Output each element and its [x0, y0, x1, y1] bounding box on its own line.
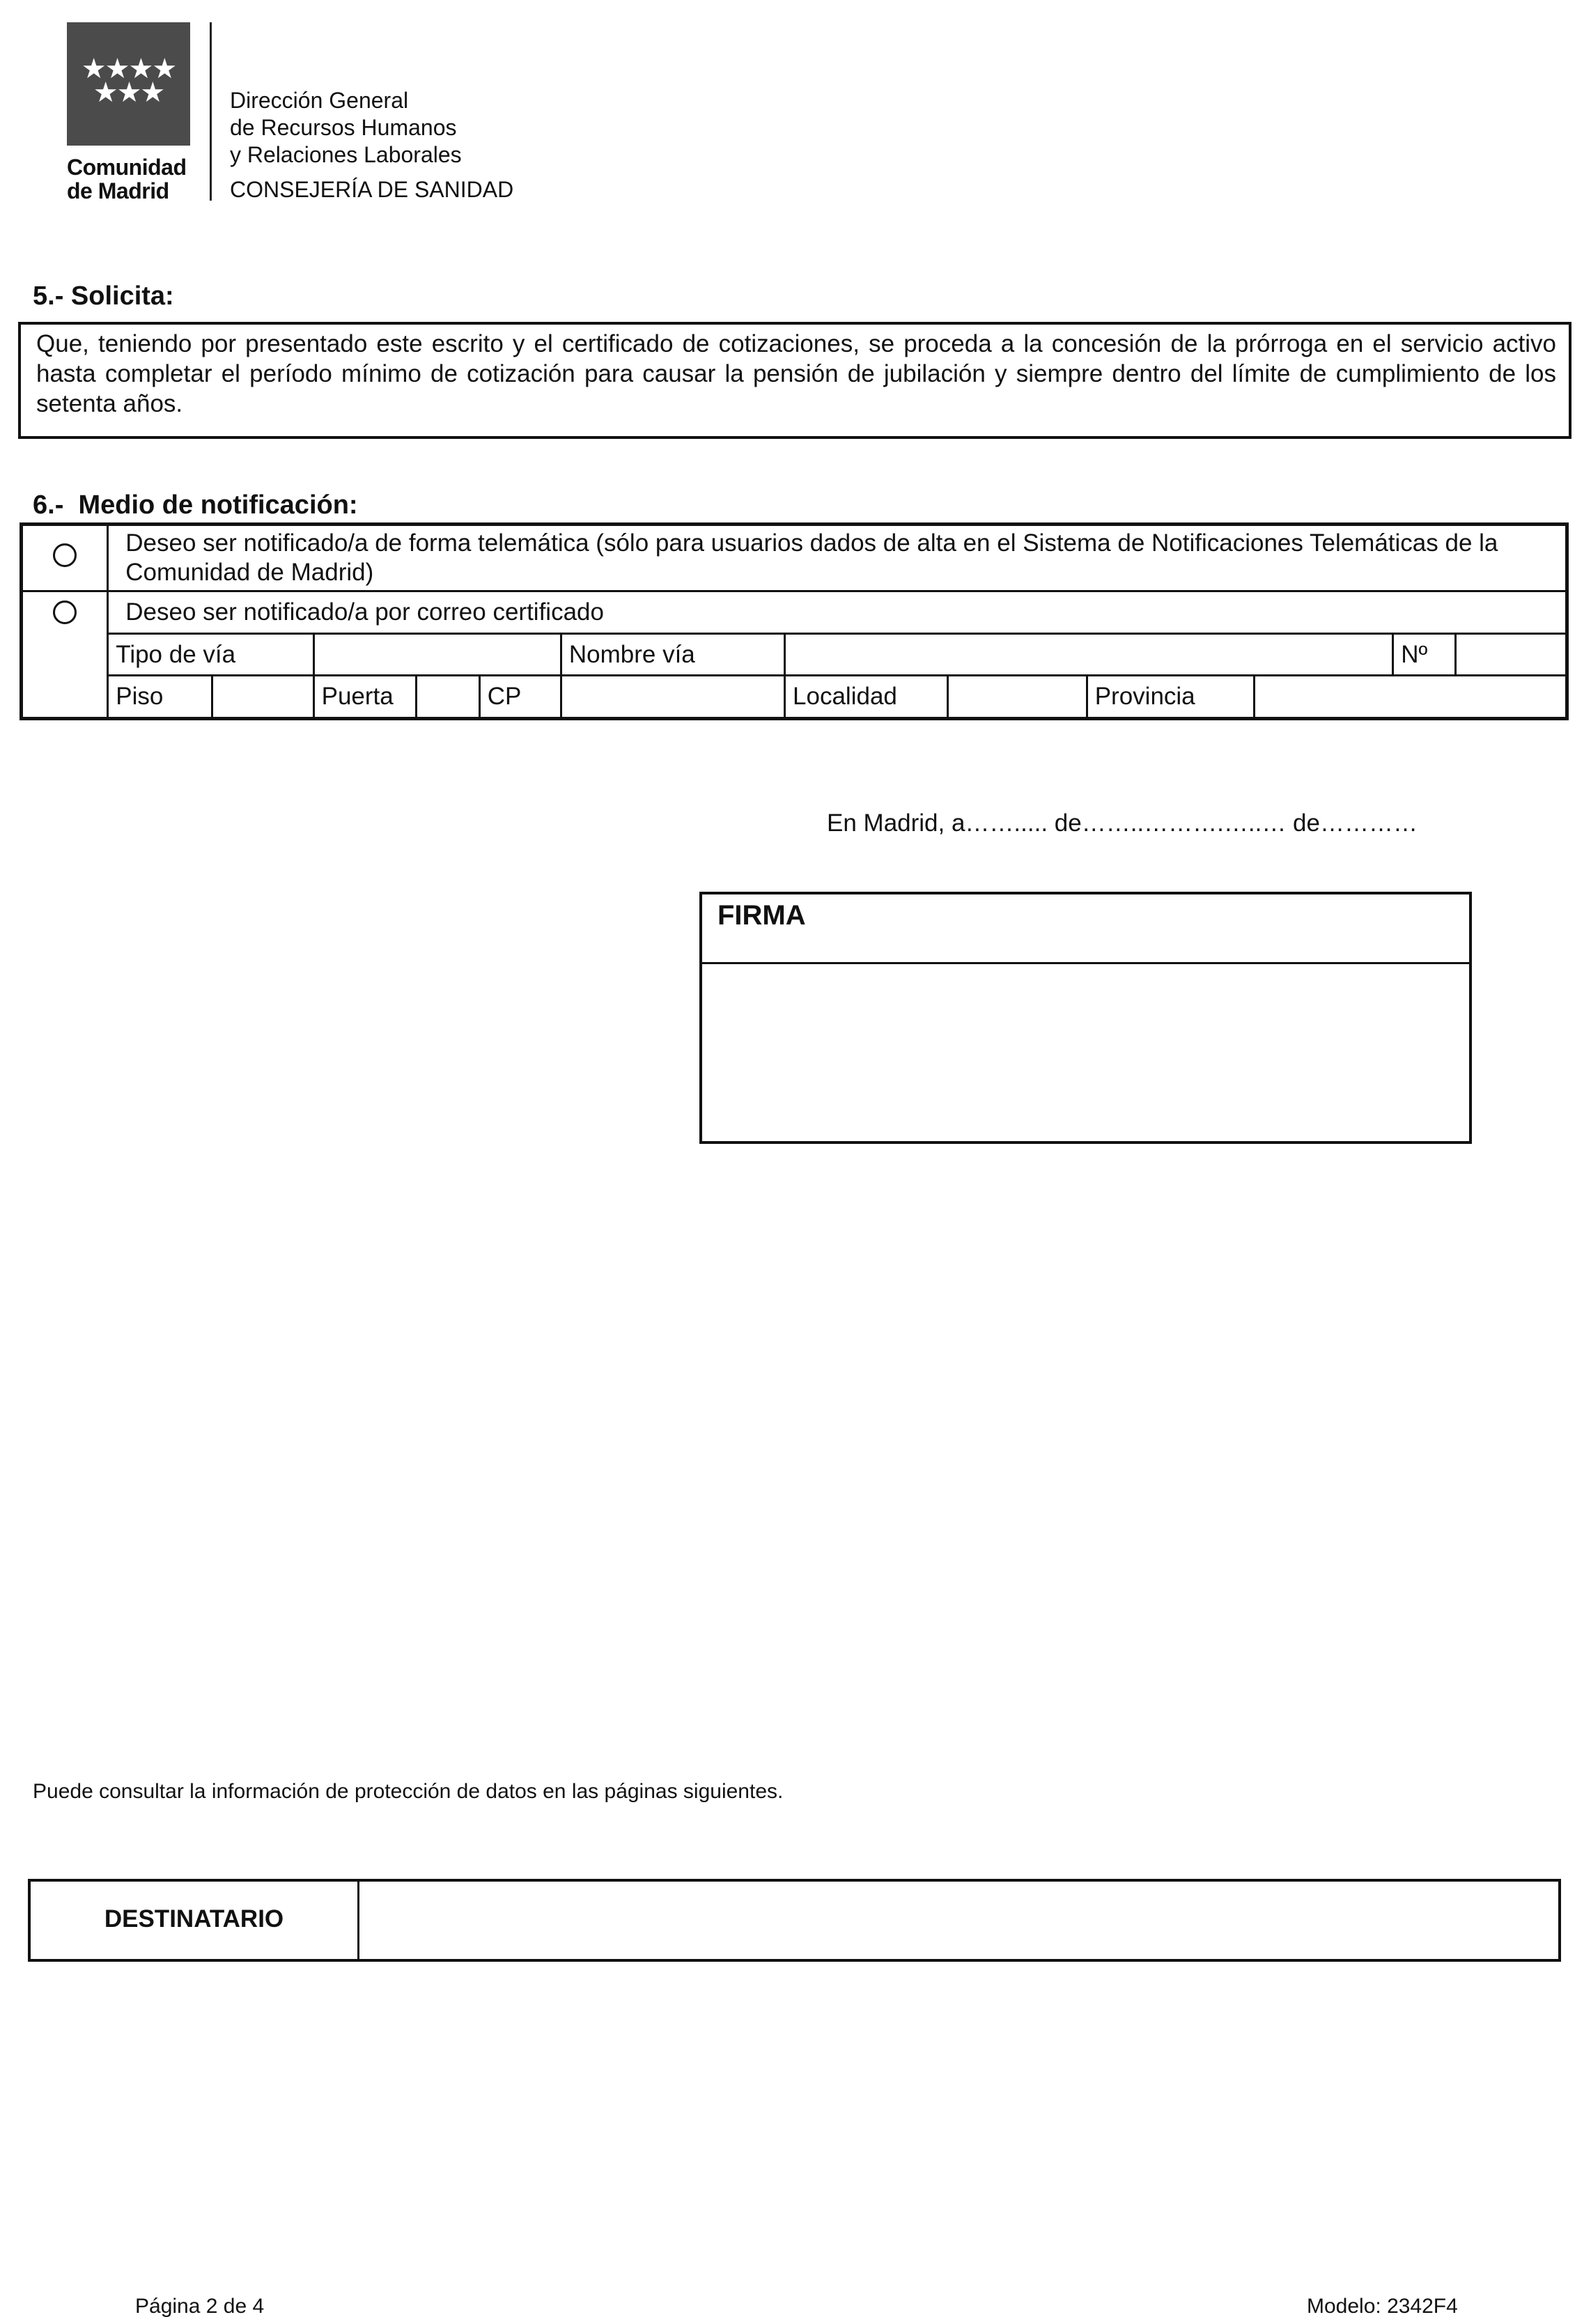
- date-line: En Madrid, a……..... de……..……….…..… de…………: [827, 809, 1418, 837]
- section6-title: 6.- Medio de notificación:: [33, 490, 358, 520]
- stars-icon: ★★★★ ★★★: [81, 54, 176, 108]
- radio-circle-icon[interactable]: [53, 601, 77, 624]
- option-telematica-label: Deseo ser notificado/a de forma telemática (sólo para usuarios dados de alta en el Sistema de Notificaciones Telemáticas de la Comunidad de Madrid): [108, 525, 1567, 591]
- destinatario-box: [28, 1879, 1561, 1962]
- option-correo-label: Deseo ser notificado/a por correo certificado: [108, 591, 1567, 634]
- consejeria: CONSEJERÍA DE SANIDAD: [230, 177, 514, 202]
- logo-text-line1: Comunidad: [67, 155, 187, 180]
- cp-field[interactable]: [561, 676, 784, 719]
- radio-correo[interactable]: [22, 591, 108, 719]
- notification-table: [20, 522, 1569, 720]
- tipo-via-field[interactable]: [313, 634, 561, 676]
- cp-label: CP: [479, 676, 561, 719]
- dept-line1: Dirección General: [230, 88, 409, 113]
- provincia-label: Provincia: [1087, 676, 1254, 719]
- localidad-field[interactable]: [948, 676, 1087, 719]
- dept-line3: y Relaciones Laborales: [230, 142, 462, 167]
- solicita-box: [18, 322, 1571, 439]
- solicita-text: Que, teniendo por presentado este escrito y el certificado de cotizaciones, se proceda a la concesión de la prórroga en el servicio activo hasta completar el período mínimo de cotización para causar la pensión de jubilación y siempre dentro del límite de cumplimiento de los setenta años.: [36, 330, 1556, 417]
- firma-box[interactable]: [699, 892, 1472, 1144]
- firma-divider: [702, 962, 1469, 964]
- puerta-field[interactable]: [417, 676, 479, 719]
- puerta-label: Puerta: [313, 676, 417, 719]
- provincia-field[interactable]: [1254, 676, 1567, 719]
- header-divider: [210, 22, 212, 201]
- firma-label: FIRMA: [717, 900, 806, 931]
- destinatario-label: DESTINATARIO: [104, 1905, 284, 1932]
- nombre-via-field[interactable]: [785, 634, 1393, 676]
- localidad-label: Localidad: [785, 676, 948, 719]
- modelo-code: Modelo: 2342F4: [1307, 2295, 1458, 2318]
- logo-text-line2: de Madrid: [67, 178, 169, 203]
- page-number: Página 2 de 4: [135, 2295, 265, 2318]
- tipo-via-label: Tipo de vía: [108, 634, 313, 676]
- dept-line2: de Recursos Humanos: [230, 115, 457, 140]
- numero-field[interactable]: [1456, 634, 1567, 676]
- radio-telematica[interactable]: [22, 525, 108, 591]
- privacy-note: Puede consultar la información de protección de datos en las páginas siguientes.: [33, 1780, 784, 1803]
- destinatario-divider: [357, 1882, 359, 1959]
- numero-label: Nº: [1393, 634, 1456, 676]
- piso-label: Piso: [108, 676, 212, 719]
- nombre-via-label: Nombre vía: [561, 634, 784, 676]
- piso-field[interactable]: [212, 676, 313, 719]
- section5-title: 5.- Solicita:: [33, 281, 174, 311]
- radio-circle-icon[interactable]: [53, 543, 77, 567]
